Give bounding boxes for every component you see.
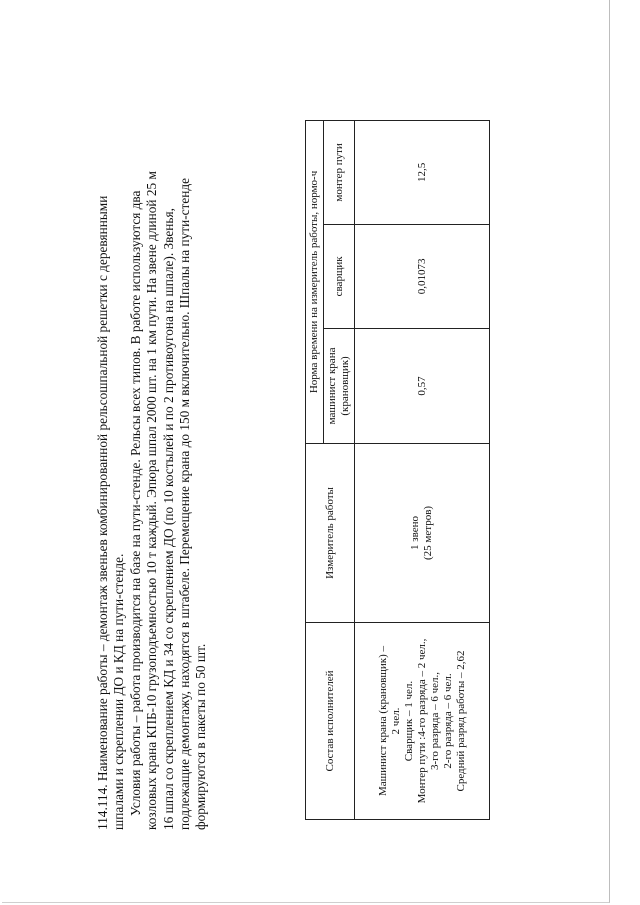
- cell-track-value: 12,5: [355, 121, 490, 225]
- cell-composition: [355, 623, 490, 820]
- composition-line: 2 чел.: [389, 707, 402, 735]
- conditions-line-1: Условия работы – работа производится на базе на пути-стенде. Рельсы всех типов. В работе используются два: [127, 190, 143, 816]
- conditions-line-4: подлежащие демонтажу, находятся в штабеле. Перемещение крана до 150 м включительно. Шпалы на пути-стенде: [177, 177, 193, 830]
- composition-line: 3-го разряда – 6 чел.,: [428, 671, 441, 771]
- header-welder: сварщик: [324, 224, 355, 328]
- cell-crane-value: 0,57: [355, 328, 490, 443]
- composition-line: Машинист крана (крановщик) –: [376, 645, 389, 797]
- composition-line: Монтер пути :4-го разряда – 2 чел.,: [415, 638, 428, 804]
- header-composition: Состав исполнителей: [306, 623, 355, 820]
- title-line-1: 114.114. Наименование работы – демонтаж звеньев комбинированной рельсошпальной решетки с деревянными: [95, 195, 110, 830]
- norm-table: [305, 120, 490, 820]
- composition-line: Средний разряд работы – 2,62: [454, 650, 467, 792]
- table-row: [355, 121, 490, 820]
- header-meter: Измеритель работы: [306, 443, 355, 622]
- header-crane-operator: машинист крана (крановщик): [324, 328, 355, 443]
- composition-line: Сварщик – 1 чел.: [402, 680, 415, 762]
- cell-welder-value: 0,01073: [355, 224, 490, 328]
- conditions-line-5: формируются в пакеты по 50 шт.: [193, 643, 209, 830]
- meter-line-2: (25 метров): [422, 505, 434, 560]
- meter-line-1: 1 звено: [409, 515, 421, 550]
- conditions-line-3: 16 шпал со скреплением КД и 34 со скреплением ДО (по 10 костылей и по 2 противоугона на шпале). Звенья,: [160, 208, 176, 830]
- conditions-line-2: козловых крана КПБ-10 грузоподъемностью 10 т каждый. Эпюра шпал 2000 шт. на 1 км пути. На звене длиной 25 м: [144, 171, 160, 830]
- table-header-row: [306, 121, 324, 820]
- header-track-fitter: монтер пути: [324, 121, 355, 225]
- section-text: [95, 90, 210, 830]
- header-norm-group: Норма времени на измеритель работы, нормо-ч: [306, 121, 324, 444]
- cell-meter: [355, 443, 490, 622]
- rotated-page-content: [95, 70, 467, 830]
- composition-line: 2-го разряда – 6 чел.: [441, 673, 454, 769]
- title-line-2: шпалами и скреплении ДО и КД на пути-стенде.: [111, 553, 127, 830]
